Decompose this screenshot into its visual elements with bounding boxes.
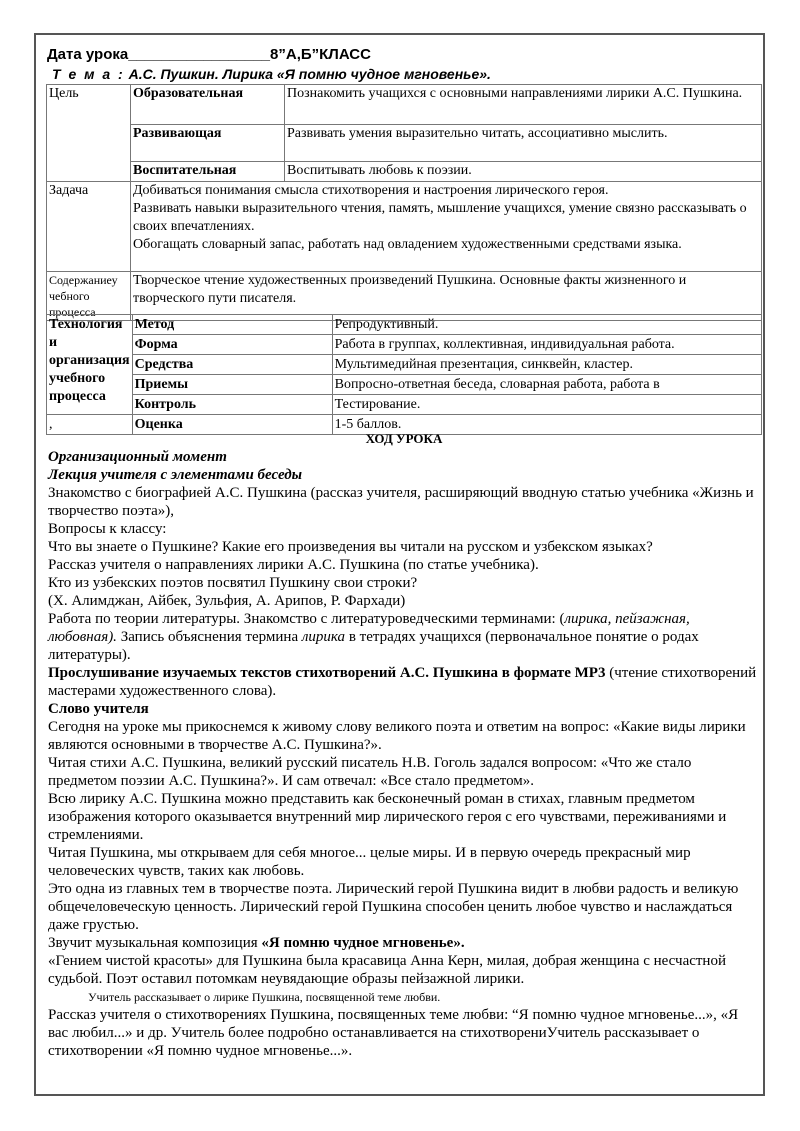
text-run-bold: Прослушивание изучаемых текстов стихотворений А.С. Пушкина в формате МР3 <box>48 665 606 681</box>
org-moment-heading: Организационный момент <box>48 449 227 465</box>
tech-name: Контроль <box>132 395 332 415</box>
goal-text: Познакомить учащихся с основными направлениями лирики А.С. Пушкина. <box>285 85 762 125</box>
paragraph: Что вы знаете о Пушкине? Какие его произведения вы читали на русском и узбекском языках? <box>48 539 653 555</box>
goal-type: Образовательная <box>131 85 285 125</box>
paragraph <box>48 610 760 664</box>
word-heading: Слово учителя <box>48 701 149 717</box>
paragraph: Рассказ учителя о направлениях лирики А.С. Пушкина (по статье учебника). <box>48 557 539 573</box>
lecture-heading: Лекция учителя с элементами беседы <box>48 467 303 483</box>
technology-label: Технология и организация учебного процесса <box>47 315 133 415</box>
tech-value: Мультимедийная презентация, синквейн, кластер. <box>332 355 761 375</box>
task-text <box>131 182 762 272</box>
tech-comma: , <box>47 415 133 435</box>
paragraph: Читая Пушкина, мы открываем для себя многое... целые миры. И в первую очередь прекрасный мир человеческих чувств, таких как любовь. <box>48 845 691 879</box>
paragraph: Учитель рассказывает о лирике Пушкина, посвященной теме любви. <box>88 990 441 1004</box>
paragraph: Всю лирику А.С. Пушкина можно представить как бесконечный роман в стихах, главным предметом изображения которого оказывается внутренний мир лирического героя с его чувствами, переживаниями и стремлениями. <box>48 791 727 843</box>
lesson-topic <box>52 66 491 82</box>
task-line: Обогащать словарный запас, работать над овладением художественными средствами языка. <box>133 237 682 252</box>
text-run: в тетрадях учащихся (первоначальное понятие о родах литературы). <box>48 629 699 663</box>
tech-value: 1-5 баллов. <box>332 415 761 435</box>
text-run: (чтение стихотворений мастерами художественного слова). <box>48 665 757 699</box>
content-text: Творческое чтение художественных произведений Пушкина. Основные факты жизненного и творческого пути писателя. <box>131 272 762 321</box>
date-line: Дата урока_________________8”А,Б”КЛАСС <box>47 46 371 63</box>
topic-text: А.С. Пушкин. Лирика «Я помню чудное мгновенье». <box>124 66 491 82</box>
paragraph <box>48 664 760 700</box>
text-run-italic: лирика <box>301 629 346 645</box>
technology-table <box>46 314 762 435</box>
paragraph: Читая стихи А.С. Пушкина, великий русский писатель Н.В. Гоголь задался вопросом: «Что же стало предметом поэзии А.С. Пушкина?». И сам отвечал: «Все стало предметом». <box>48 755 692 789</box>
goal-text: Воспитывать любовь к поэзии. <box>285 162 762 182</box>
tech-value: Тестирование. <box>332 395 761 415</box>
text-run-bold: «Я помню чудное мгновенье». <box>261 935 465 951</box>
task-line: Развивать навыки выразительного чтения, память, мышление учащихся, умение связно рассказывать о своих впечатлениях. <box>133 201 747 234</box>
text-run: Запись объяснения термина <box>116 629 302 645</box>
paragraph: Знакомство с биографией А.С. Пушкина (рассказ учителя, расширяющий вводную статью учебника «Жизнь и творчество поэта»), <box>48 485 754 519</box>
paragraph: Рассказ учителя о стихотворениях Пушкина, посвященных теме любви: “Я помню чудное мгновенье...», «Я вас любил...» и др. Учитель более подробно останавливается на стихотворениУчитель рассказывает о стихотворении «Я помню чудное мгновенье...». <box>48 1007 739 1059</box>
text-run-italic: лирика, пейзажная, любовная). <box>48 611 690 645</box>
goal-type: Развивающая <box>131 125 285 162</box>
tech-name: Средства <box>132 355 332 375</box>
paragraph: Это одна из главных тем в творчестве поэта. Лирический герой Пушкина видит в любви радость и великую общечеловеческую ценность. Лирический герой Пушкина способен ценить любое чувство и наслаждаться даже грустью. <box>48 881 739 933</box>
tech-value: Вопросно-ответная беседа, словарная работа, работа в <box>332 375 761 395</box>
tech-name: Метод <box>132 315 332 335</box>
task-label: Задача <box>47 182 131 272</box>
lesson-title: ХОД УРОКА <box>365 431 443 446</box>
goal-type: Воспитательная <box>131 162 285 182</box>
paragraph: Кто из узбекских поэтов посвятил Пушкину свои строки? <box>48 575 418 591</box>
task-line: Добиваться понимания смысла стихотворения и настроения лирического героя. <box>133 183 609 198</box>
paragraph <box>48 934 760 952</box>
tech-name: Форма <box>132 335 332 355</box>
content-label: Содержаниеу чебного процесса <box>47 272 131 321</box>
tech-name: Оценка <box>132 415 332 435</box>
tech-value: Работа в группах, коллективная, индивидуальная работа. <box>332 335 761 355</box>
goals-table <box>46 84 762 321</box>
tech-value: Репродуктивный. <box>332 315 761 335</box>
topic-label: Т е м а : <box>52 66 125 82</box>
paragraph: Сегодня на уроке мы прикоснемся к живому слову великого поэта и ответим на вопрос: «Какие виды лирики являются основными в творчестве А.С. Пушкина?». <box>48 719 746 753</box>
text-run: Работа по теории литературы. Знакомство с литературоведческими терминами: ( <box>48 611 565 627</box>
goal-text: Развивать умения выразительно читать, ассоциативно мыслить. <box>285 125 762 162</box>
tech-name: Приемы <box>132 375 332 395</box>
paragraph: (Х. Алимджан, Айбек, Зульфия, А. Арипов, Р. Фархади) <box>48 593 406 609</box>
paragraph: «Гением чистой красоты» для Пушкина была красавица Анна Керн, милая, добрая женщина с несчастной судьбой. Поэт оставил потомкам неувядающие образы пейзажной лирики. <box>48 953 726 987</box>
goal-label: Цель <box>47 85 131 182</box>
text-run: Звучит музыкальная композиция <box>48 935 262 951</box>
paragraph: Вопросы к классу: <box>48 521 167 537</box>
lesson-content <box>48 430 760 1060</box>
